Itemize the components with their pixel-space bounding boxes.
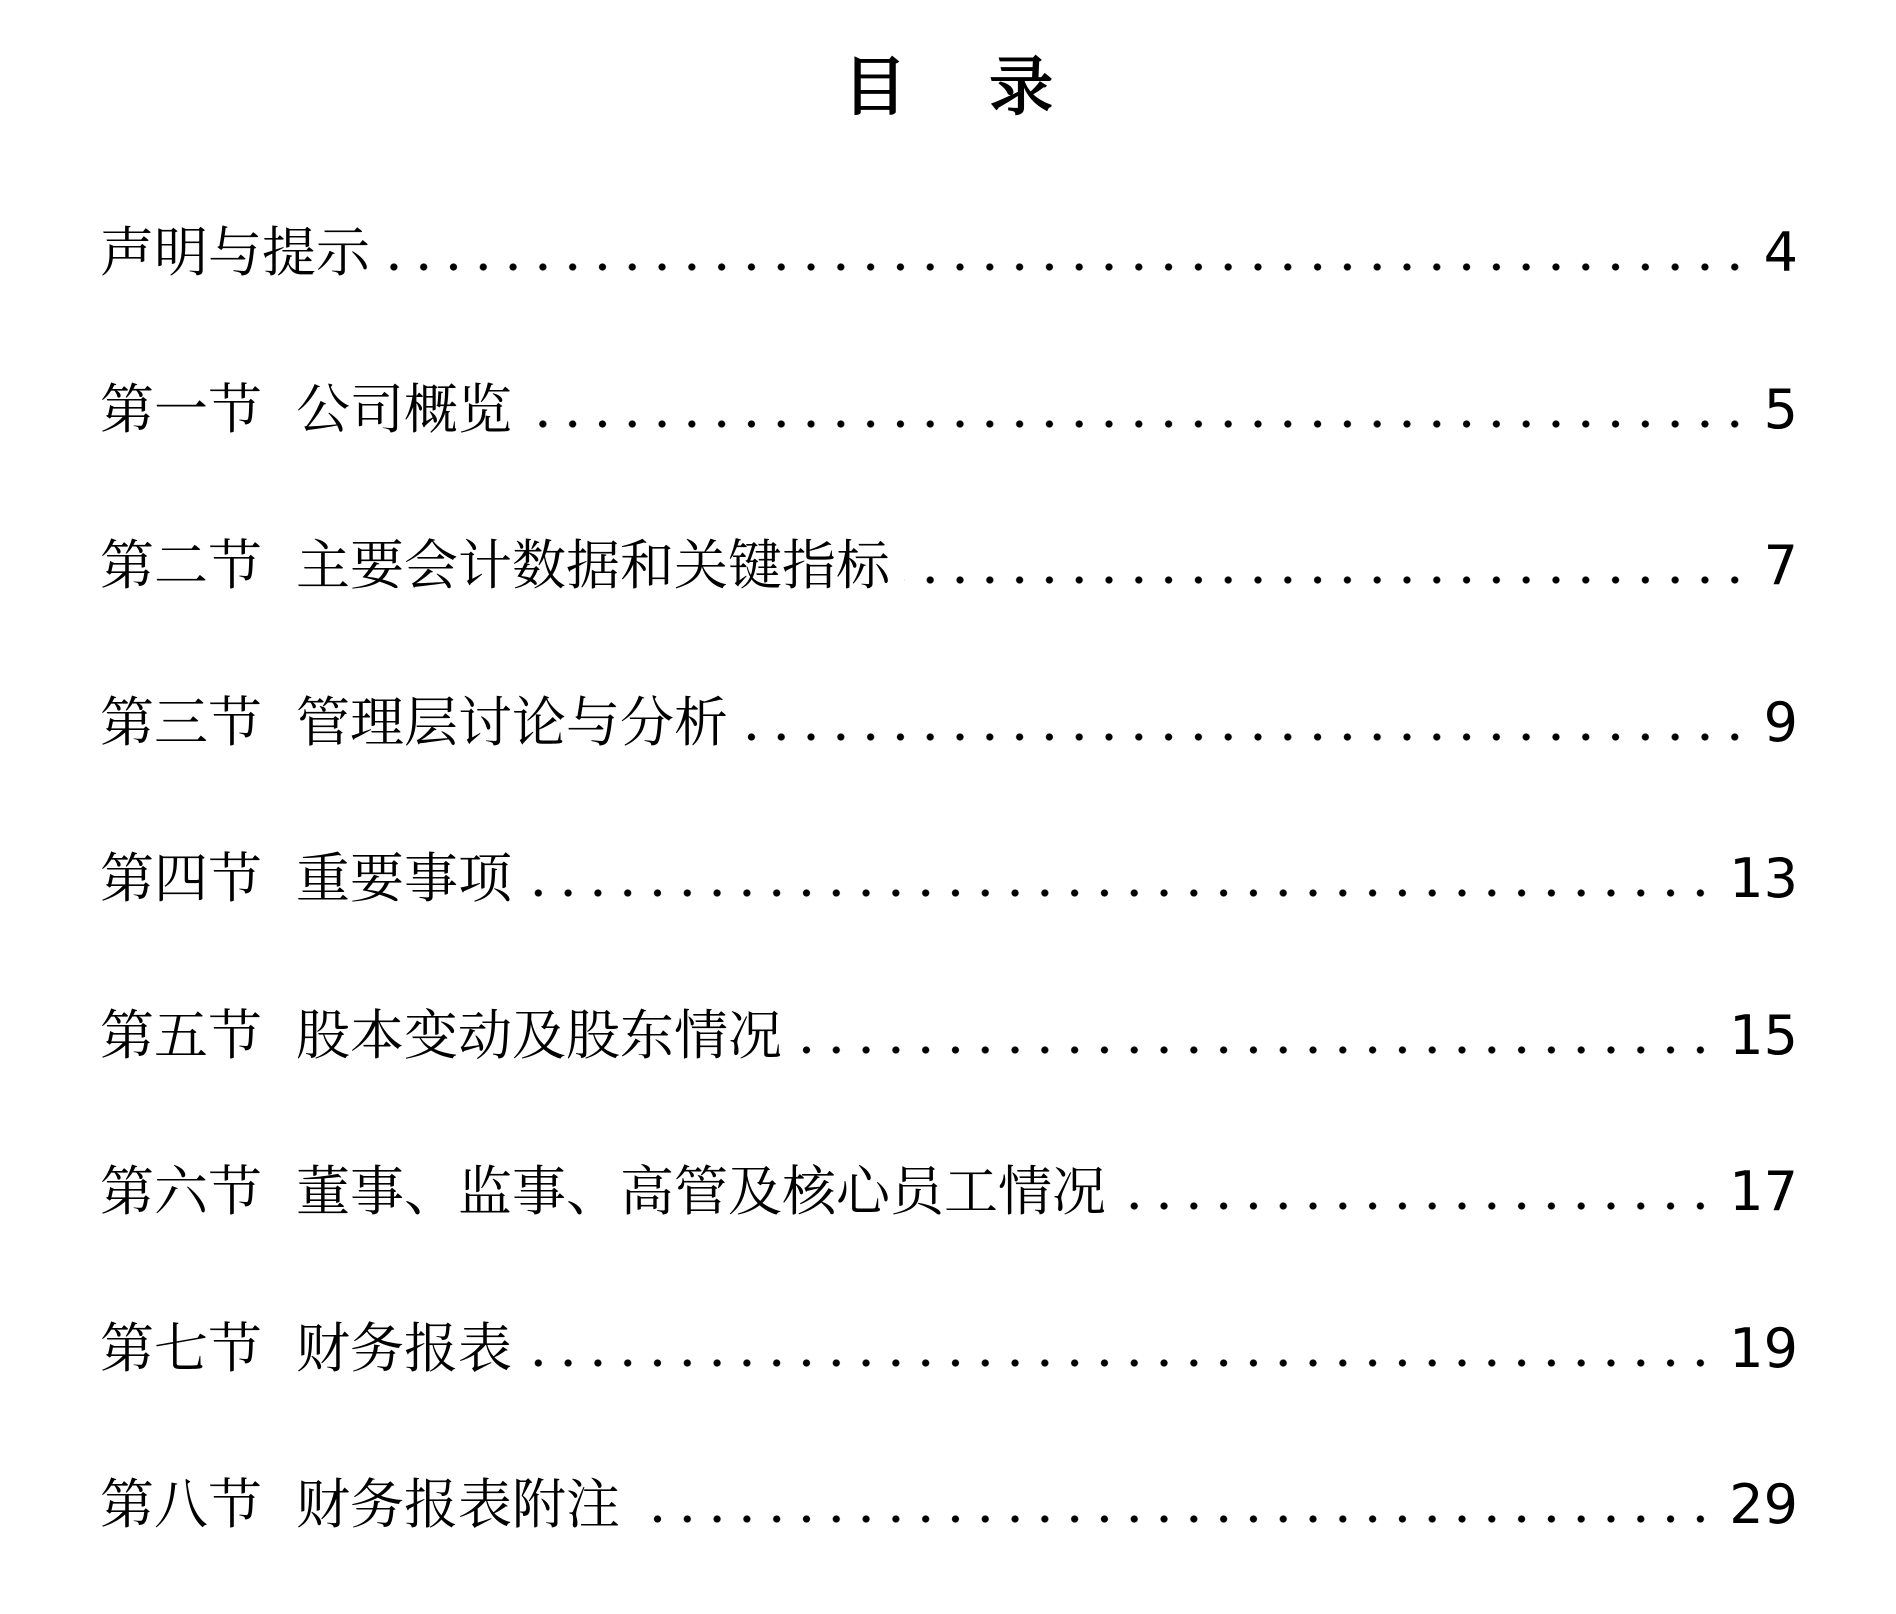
entry-page-number: 19 [1729,1316,1798,1380]
entry-label [100,988,782,1084]
entry-title: 财务报表 [296,1316,512,1380]
entry-page-number: 7 [1763,534,1798,597]
entry-title: 董事、监事、高管及核心员工情况 [296,1160,1106,1223]
entry-title: 财务报表附注 [296,1473,620,1536]
entry-label [100,205,370,301]
toc-title: 目 录 [842,51,1084,125]
entry-page-number: 4 [1763,221,1798,284]
entry-section-number: 第七节 [100,1316,262,1380]
toc-entry-section-6[interactable] [100,1144,1798,1301]
entry-page-number: 9 [1763,690,1798,754]
entry-title: 公司概览 [296,377,512,441]
entry-section-number: 第八节 [100,1473,262,1536]
entry-label [100,362,512,458]
dot-leader [526,877,1715,897]
entry-page-number: 17 [1729,1160,1798,1223]
toc-entry-section-2[interactable] [100,518,1798,675]
entry-section-number: 第六节 [100,1160,262,1223]
entry-page-number: 15 [1729,1003,1798,1067]
toc-entry-section-7[interactable] [100,1301,1798,1458]
toc-entry-section-8[interactable] [100,1457,1798,1614]
dot-leader [634,1503,1715,1523]
toc-entry-section-4[interactable] [100,831,1798,988]
entry-section-number: 第二节 [100,534,262,597]
toc-list [100,205,1798,1614]
entry-section-number: 第三节 [100,690,262,754]
entry-label [100,831,512,927]
entry-label [100,1144,1106,1240]
entry-section-number: 第一节 [100,377,262,441]
entry-page-number: 5 [1763,377,1798,441]
entry-label [100,1301,512,1397]
entry-page-number: 13 [1729,847,1798,910]
toc-entry-section-3[interactable] [100,675,1798,832]
entry-title: 股本变动及股东情况 [296,1003,782,1067]
entry-title: 声明与提示 [100,221,370,284]
entry-title: 管理层讨论与分析 [296,690,728,754]
dot-leader [1120,1190,1715,1210]
entry-title: 重要事项 [296,847,512,910]
entry-label [100,675,728,771]
entry-label [100,518,890,614]
dot-leader [526,408,1750,428]
toc-entry-section-5[interactable] [100,988,1798,1145]
entry-page-number: 29 [1729,1473,1798,1536]
dot-leader [904,564,1750,584]
dot-leader [796,1034,1715,1054]
toc-entry-statement[interactable] [100,205,1798,362]
entry-section-number: 第四节 [100,847,262,910]
dot-leader [526,1347,1715,1367]
dot-leader [742,721,1750,741]
entry-section-number: 第五节 [100,1003,262,1067]
entry-title: 主要会计数据和关键指标 [296,534,890,597]
dot-leader [384,251,1750,271]
toc-entry-section-1[interactable] [100,362,1798,519]
entry-label [100,1457,620,1553]
